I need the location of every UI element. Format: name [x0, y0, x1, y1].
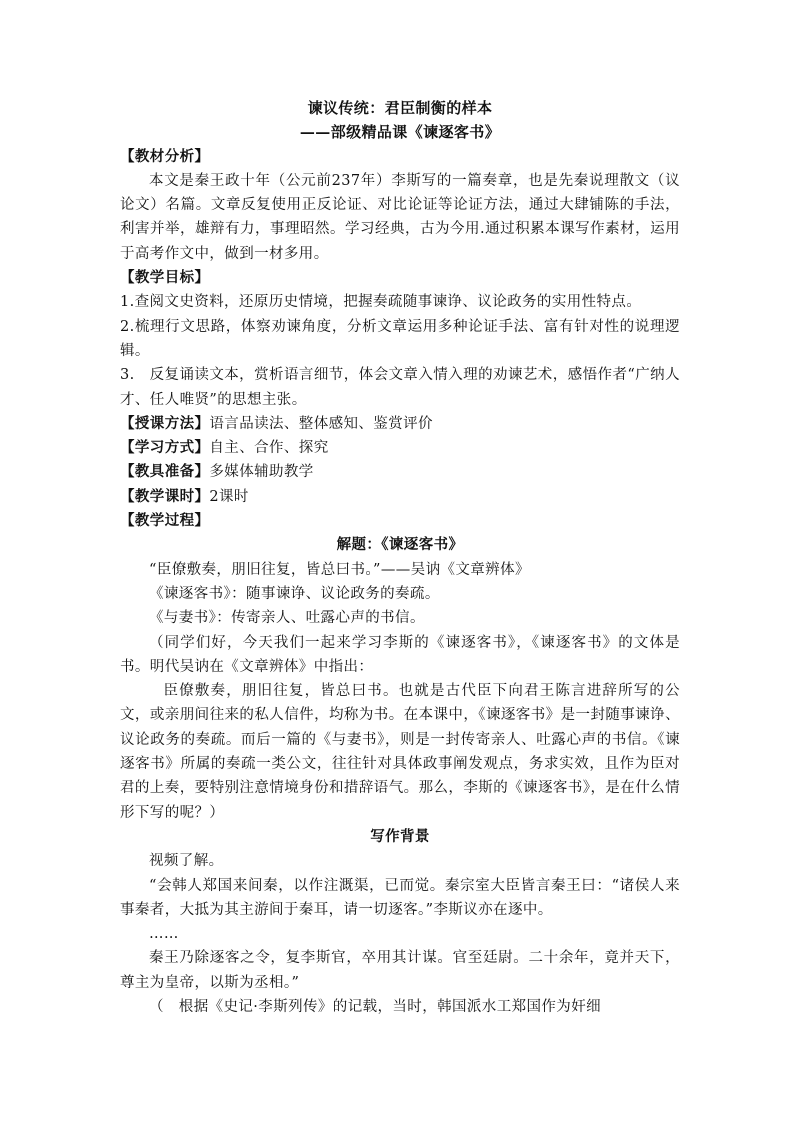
hours-value: 2课时 [209, 488, 249, 505]
goal-item: 3. 反复诵读文本，赏析语言细节，体会文章入情入理的劝谏艺术，感悟作者“广纳人才、任人唯贤”的思想主张。 [120, 367, 680, 408]
background-quote-1: “会韩人郑国来间秦，以作注溉渠，已而觉。秦宗室大臣皆言秦王曰：“诸侯人来事秦者，大抵为其主游间于秦耳，请一切逐客。”李斯议亦在逐中。 [120, 877, 680, 918]
jieti-line-2: 《与妻书》：传寄亲人、吐露心声的书信。 [149, 610, 425, 627]
analysis-text: 本文是秦王政十年（公元前237年）李斯写的一篇奏章，也是先秦说理散文（议论文）名篇。文章反复使用正反论证、对比论证等论证方法，通过大肆铺陈的手法，利害并举，雄辩有力，事理昭然。学习经典，古为今用.通过积累本课写作素材，运用于高考作文中，做到一材多用。 [120, 172, 680, 262]
study-line [120, 436, 680, 460]
method-value: 语言品读法、整体感知、鉴赏评价 [209, 415, 433, 432]
background-quote-2: 秦王乃除逐客之令，复李斯官，卒用其计谋。官至廷尉。二十余年，竟并天下，尊主为皇帝，以斯为丞相。” [120, 950, 680, 991]
page-title: 谏议传统：君臣制衡的样本 [307, 99, 493, 117]
jieti-quote: “臣僚敷奏，朋旧往复，皆总曰书。”——吴讷《文章辨体》 [149, 561, 530, 578]
background-ellipsis: …… [149, 926, 179, 943]
tools-label: 【教具准备】 [120, 463, 210, 481]
goal-item: 1.查阅文史资料，还原历史情境，把握奏疏随事谏诤、议论政务的实用性特点。 [120, 294, 642, 311]
hours-label: 【教学课时】 [120, 487, 210, 505]
document-body [120, 96, 680, 1019]
background-heading: 写作背景 [370, 827, 430, 845]
jieti-line-1: 《谏逐客书》：随事谏诤、议论政务的奏疏。 [149, 585, 440, 602]
tools-line [120, 460, 680, 484]
background-paragraph: （ 根据《史记·李斯列传》的记载，当时，韩国派水工郑国作为奸细 [149, 998, 602, 1015]
page-subtitle: ——部级精品课《谏逐客书》 [299, 123, 501, 142]
method-label: 【授课方法】 [120, 414, 210, 432]
goals-heading: 【教学目标】 [120, 269, 210, 287]
method-line [120, 412, 680, 436]
jieti-paragraph-1: （同学们好，今天我们一起来学习李斯的《谏逐客书》，《谏逐客书》的文体是书。明代吴讷在《文章辨体》中指出： [120, 634, 680, 675]
hours-line [120, 485, 680, 509]
jieti-heading: 解题：《谏逐客书》 [336, 536, 464, 554]
tools-value: 多媒体辅助教学 [209, 464, 314, 481]
goal-item: 2.梳理行文思路，体察劝谏角度，分析文章运用多种论证手法、富有针对性的说理逻辑。 [120, 318, 680, 359]
background-line-1: 视频了解。 [149, 853, 224, 870]
jieti-paragraph-2: 臣僚敷奏，朋旧往复，皆总曰书。也就是古代臣下向君王陈言进辞所写的公文，或亲朋间往来的私人信件，均称为书。在本课中，《谏逐客书》是一封随事谏诤、议论政务的奏疏。而后一篇的《与妻书》，则是一封传寄亲人、吐露心声的书信。《谏逐客书》所属的奏疏一类公文，往往针对具体政事阐发观点，务求实效，且作为臣对君的上奏，要特别注意情境身份和措辞语气。那么，李斯的《谏逐客书》，是在什么情形下写的呢？） [120, 683, 680, 821]
study-label: 【学习方式】 [120, 439, 210, 457]
process-heading: 【教学过程】 [120, 512, 210, 530]
study-value: 自主、合作、探究 [209, 440, 329, 457]
analysis-heading: 【教材分析】 [120, 147, 210, 165]
